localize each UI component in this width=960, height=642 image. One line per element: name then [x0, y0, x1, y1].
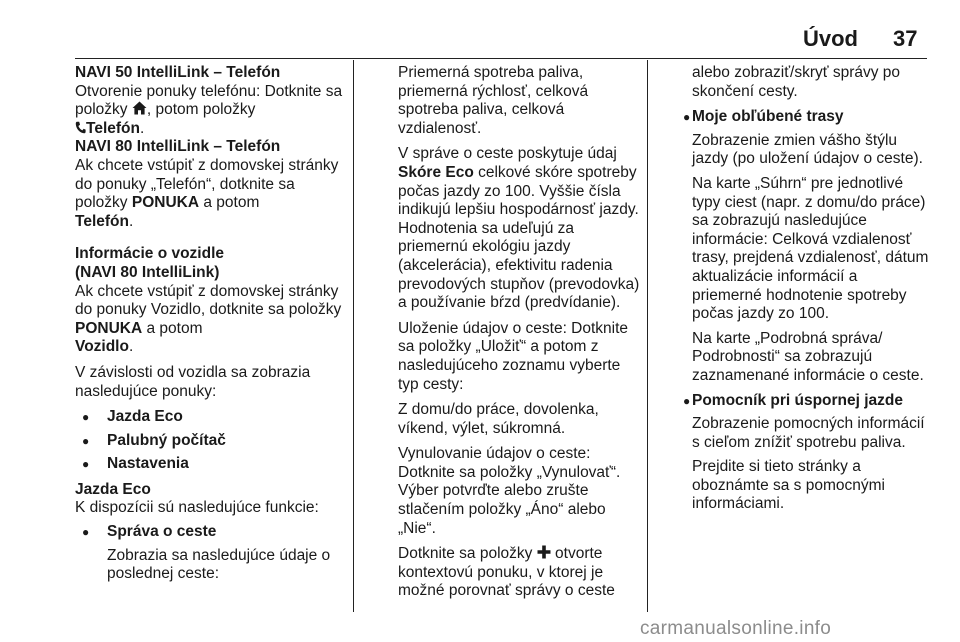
col2-p6-post: otvorte kontextovú ponuku, v ktorej je možné porovnať správy o ceste [398, 545, 615, 600]
col2-p4: Z domu/do práce, dovolenka, víkend, výlet, súkromná. [398, 401, 599, 437]
vehicle-vozidlo: Vozidlo [75, 338, 129, 356]
col2-p1: Priemerná spotreba paliva, priemerná rýchlosť, celková spotreba paliva, celková vzdialenosť. [398, 64, 589, 137]
vehicle-mid: a potom [142, 319, 203, 337]
navi50-end: . [139, 119, 145, 137]
navi80-heading: NAVI 80 IntelliLink – Telefón [75, 138, 281, 156]
col2-p2-pre: V správe o ceste poskytuje údaj [398, 145, 617, 163]
vehicle-text: Ak chcete vstúpiť z domovskej stránky do ponuky Vozidlo, dotknite sa položky [75, 282, 342, 319]
page-header [0, 0, 960, 58]
favorite-routes-label: Moje obľúbené trasy [692, 108, 844, 126]
favorite-routes-p3: Na karte „Podrobná správa/ Podrobnosti“ sa zobrazujú zaznamenané informácie o ceste. [692, 329, 924, 384]
navi80-text: Ak chcete vstúpiť z domovskej stránky do ponuky „Telefón“, dotknite sa položky [75, 156, 339, 212]
menus-intro: V závislosti od vozidla sa zobrazia nasledujúce ponuky: [75, 363, 311, 400]
navi50-text-2: , potom položky [146, 101, 256, 119]
vehicle-heading-2: (NAVI 80 IntelliLink) [75, 263, 220, 281]
page-number: 37 [893, 26, 918, 51]
eco-item-label: Správa o ceste [107, 523, 217, 541]
list-item [676, 392, 930, 515]
navi50-heading: NAVI 50 IntelliLink – Telefón [75, 64, 281, 81]
navi80-end: . [128, 212, 134, 230]
eco-helper-p2: Prejdite si tieto stránky a oboznámte sa s pomocnými informáciami. [692, 458, 885, 513]
plus-icon [537, 545, 551, 564]
vehicle-section [75, 245, 347, 357]
favorite-routes-p1: Zobrazenie zmien vášho štýlu jazdy (po uložení údajov o ceste). [692, 131, 923, 168]
vehicle-ponuka: PONUKA [75, 319, 143, 337]
col2-p6-pre: Dotknite sa položky [398, 545, 537, 563]
column-divider-2 [647, 60, 648, 612]
column-divider-1 [353, 60, 354, 612]
phone-icon [75, 120, 86, 139]
section-title: Úvod [803, 26, 858, 51]
col2-p3: Uloženie údajov o ceste: Dotknite sa položky „Uložiť“ a potom z nasledujúceho zoznamu vyberte typ cesty: [398, 319, 629, 393]
eco-intro: K dispozícii sú nasledujúce funkcie: [75, 499, 319, 517]
eco-helper-p1: Zobrazenie pomocných informácií s cieľom znížiť spotrebu paliva. [692, 415, 925, 451]
list-item [75, 523, 347, 584]
vehicle-heading-1: Informácie o vozidle [75, 245, 225, 263]
col2-p2-post: celkové skóre spotreby počas jazdy zo 100. Vyššie čísla indikujú lepšiu hospodárnosť jazdy. Hodnotenia sa udeľujú za priemernú ekológiu jazdy (akcelerácia), efektivitu radenia prevodových stupňov (prevodovka) a používanie bŕzd (predvídanie). [398, 163, 640, 312]
navi50-section [75, 64, 347, 138]
header-rule [75, 58, 927, 59]
col2-p5: Vynulovanie údajov o ceste: Dotknite sa položky „Vynulovať“. Výber potvrďte alebo zrušte stlačením položky „Áno“ alebo „Nie“. [398, 445, 621, 537]
navi50-text-1: Otvorenie ponuky telefónu: Dotknite sa položky [75, 82, 343, 119]
eco-heading: Jazda Eco [75, 480, 151, 498]
navi80-ponuka: PONUKA [131, 194, 200, 212]
eco-score-label: Skóre Eco [398, 163, 474, 181]
eco-list [75, 523, 347, 584]
eco-item-text: Zobrazia sa nasledujúce údaje o poslednej ceste: [107, 546, 331, 583]
navi80-telefon: Telefón [75, 212, 129, 230]
navi80-mid: a potom [199, 194, 260, 212]
list-item [676, 108, 930, 385]
col3-p1: alebo zobraziť/skryť správy po skončení cesty. [692, 64, 901, 100]
vehicle-end: . [128, 338, 134, 356]
list-item: ● Nastavenia [75, 455, 347, 474]
eco-helper-label: Pomocník pri úspornej jazde [692, 391, 904, 409]
col2-p6 [398, 545, 643, 601]
watermark: carmanualsonline.info [640, 618, 832, 639]
favorite-routes-p2: Na karte „Súhrn“ pre jednotlivé typy ciest (napr. z domu/do práce) sa zobrazujú nasledujúce informácie: Celková vzdialenosť trasy, prejdená vzdialenosť, dátum aktualizácie informácií a priemerné hodnotenie spotreby počas jazdy zo 100. [692, 174, 929, 323]
navi80-section [75, 138, 347, 231]
eco-section [75, 481, 347, 518]
home-icon [132, 101, 147, 120]
col2-p2 [398, 145, 643, 312]
menus-list [75, 408, 347, 474]
column-2 [398, 64, 643, 608]
column-1 [75, 64, 347, 591]
column-3 [692, 64, 930, 521]
phone-label: Telefón [86, 119, 140, 137]
list-item: ● Jazda Eco [75, 408, 347, 427]
col3-list [692, 108, 930, 514]
list-item: ● Palubný počítač [75, 432, 347, 451]
